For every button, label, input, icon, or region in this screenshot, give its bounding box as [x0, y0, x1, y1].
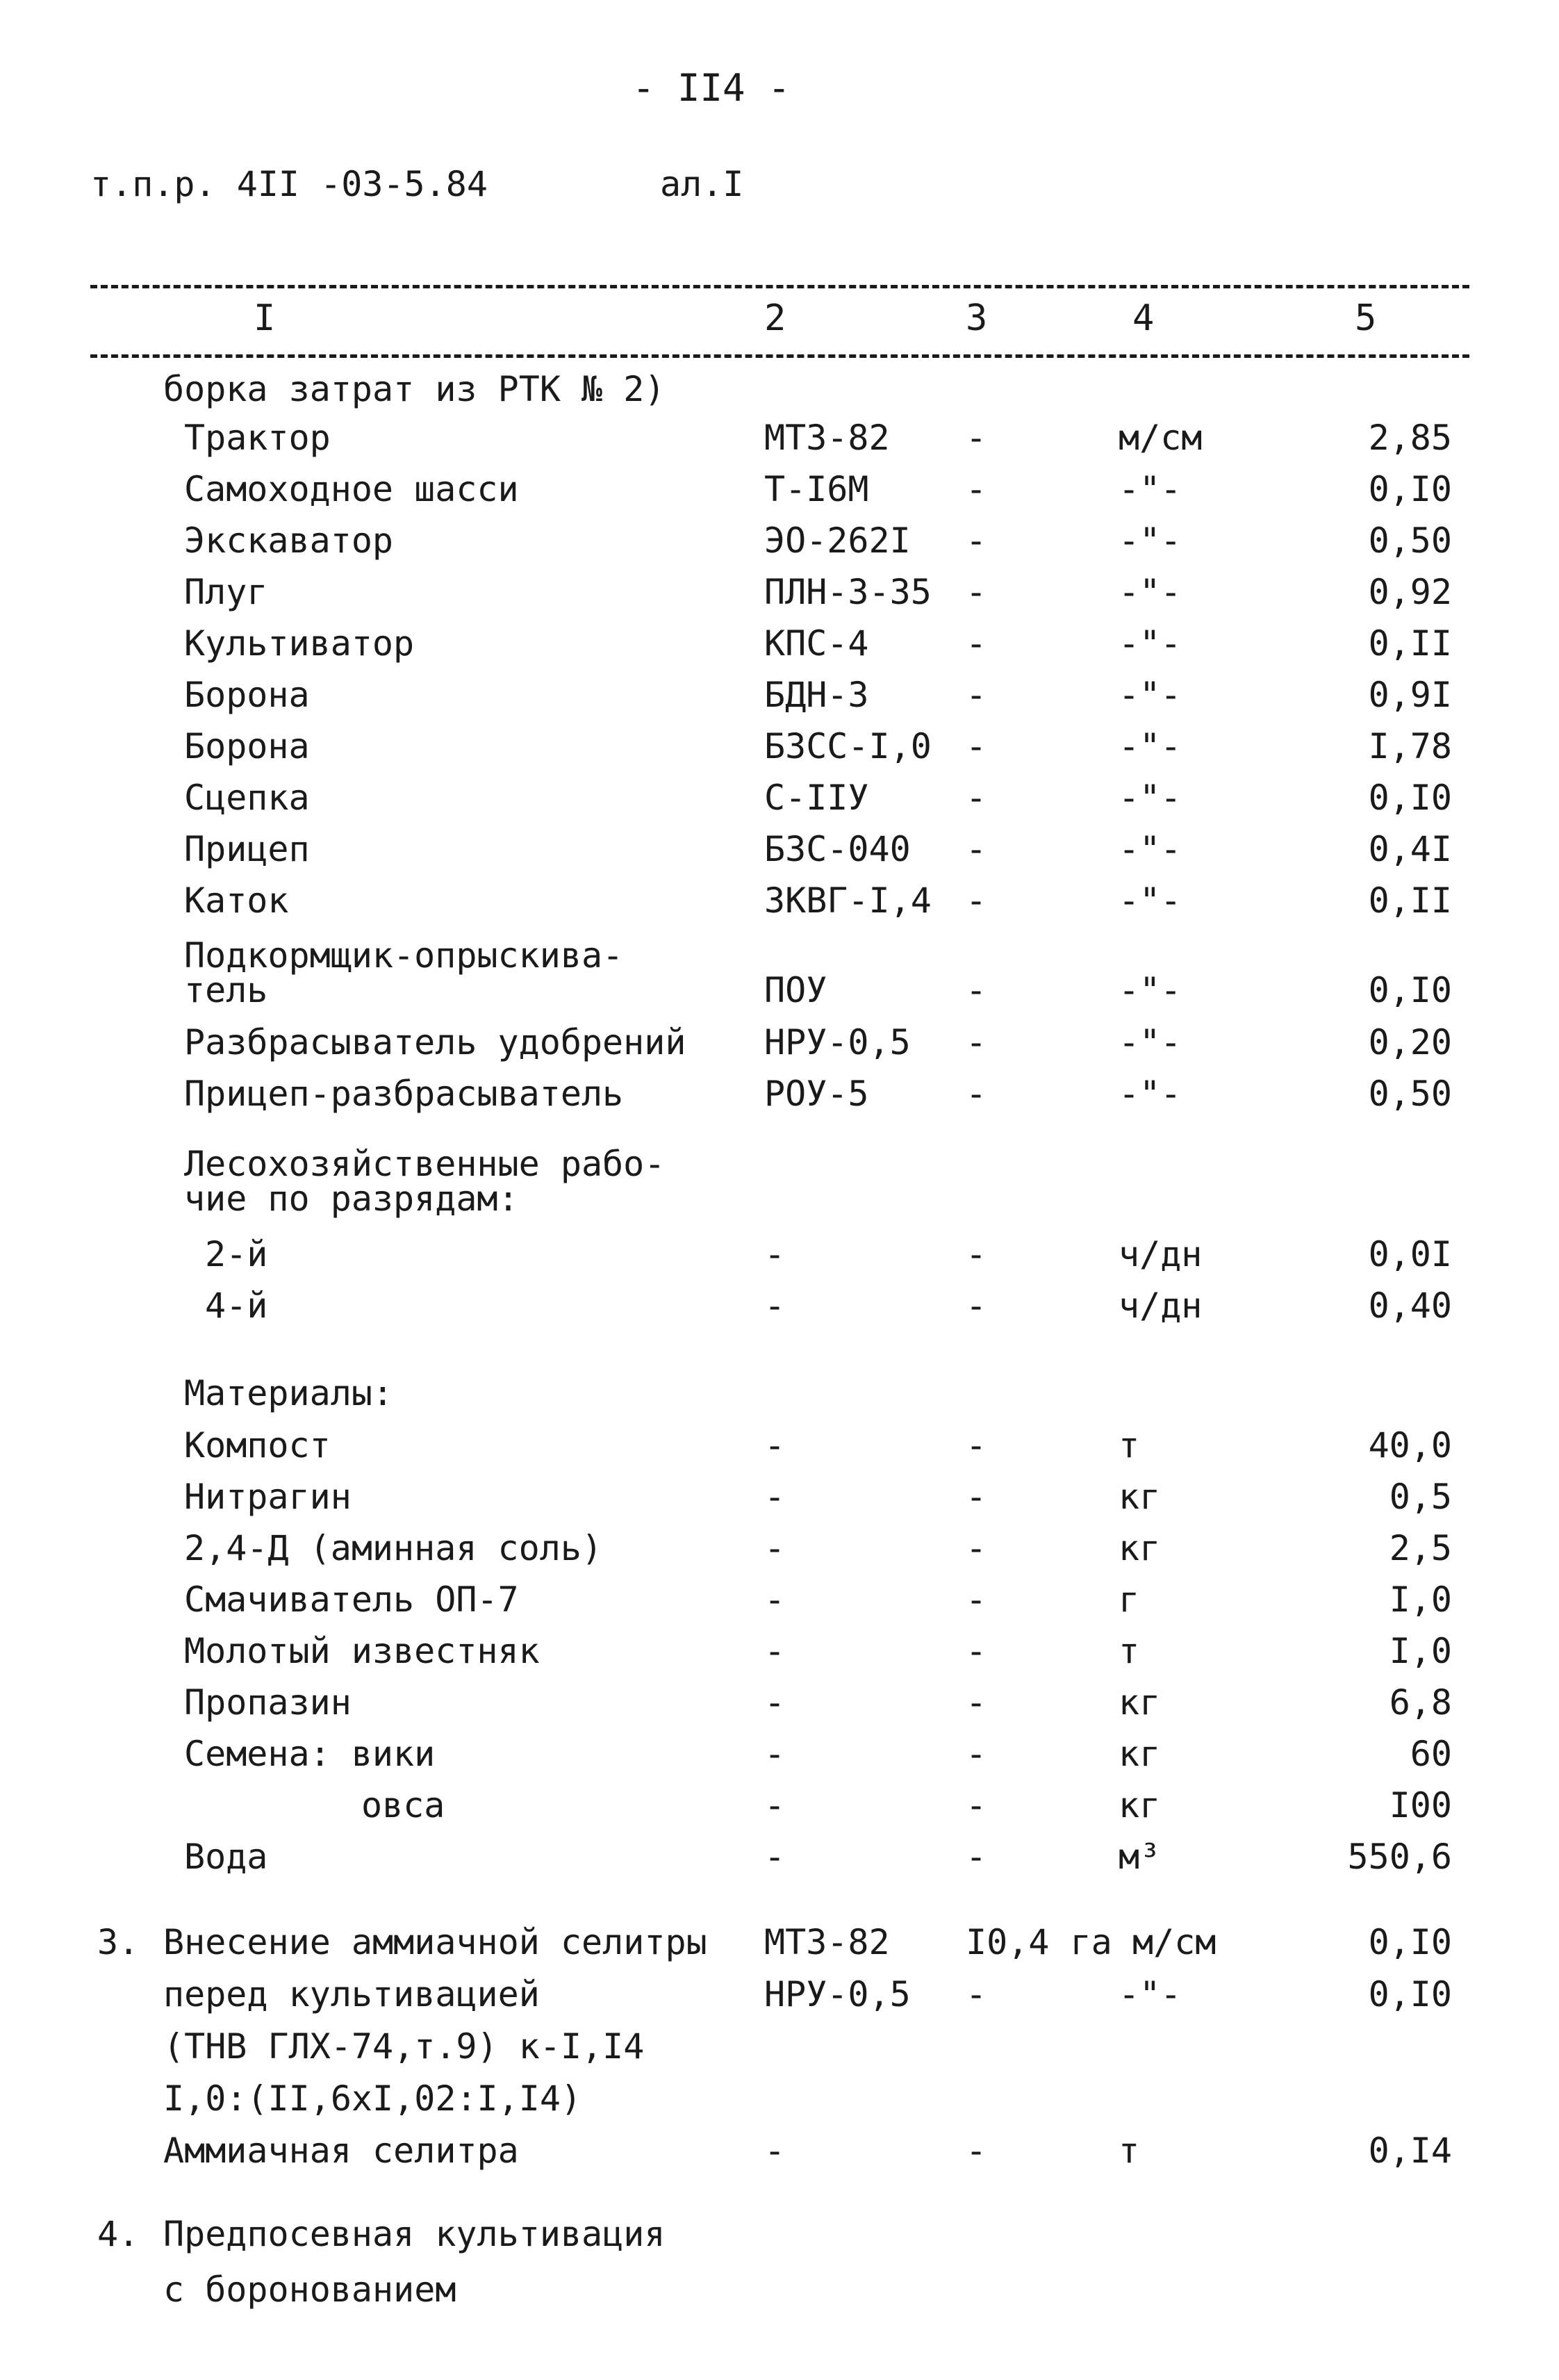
row-unit: кг [1119, 1477, 1161, 1517]
header-top-rule [90, 285, 1469, 288]
row-col3: - [966, 1425, 987, 1466]
row-unit: -"- [1119, 623, 1182, 664]
row-unit: кг [1119, 1682, 1161, 1723]
row-value: 0,I0 [1368, 1922, 1452, 1962]
row-name: 2,4-Д (аминная соль) [184, 1528, 603, 1568]
row-unit: -"- [1119, 520, 1182, 561]
row-name: Каток [184, 880, 289, 921]
row-unit: -"- [1119, 880, 1182, 921]
row-col3: - [966, 1631, 987, 1671]
row-unit: ч/дн [1119, 1234, 1203, 1274]
row-col3: - [966, 1785, 987, 1825]
row-brand: ЗКВГ-I,4 [764, 880, 932, 921]
col-header-1: I [254, 297, 276, 339]
row-unit: -"- [1119, 829, 1182, 869]
row-unit: т [1119, 2131, 1140, 2171]
row-unit: т [1119, 1425, 1140, 1466]
row-unit: -"- [1119, 1074, 1182, 1114]
row-col3: - [966, 1974, 987, 2014]
row-brand: КПС-4 [764, 623, 869, 664]
row-unit: -"- [1119, 1974, 1182, 2014]
row-col3: - [966, 1837, 987, 1877]
row-col3: - [966, 520, 987, 561]
row-name: Плуг [184, 572, 268, 612]
document-reference: т.п.р. 4II -03-5.84 [90, 164, 488, 204]
row-brand: Т-I6М [764, 469, 869, 509]
row-name: Борона [184, 726, 310, 766]
row-name: 4-й [205, 1286, 268, 1326]
row-name: Прицеп-разбрасыватель [184, 1074, 624, 1114]
row-value: 550,6 [1347, 1837, 1452, 1877]
row-unit: т [1119, 1631, 1140, 1671]
row-value: 0,II [1368, 880, 1452, 921]
row-brand: МТЗ-82 [764, 418, 890, 458]
row-brand: МТЗ-82 [764, 1922, 890, 1962]
row-brand: НРУ-0,5 [764, 1974, 911, 2014]
album-number: ал.I [660, 164, 744, 204]
row-col3: - [966, 829, 987, 869]
row-col3: - [966, 1734, 987, 1774]
row-name: Вода [184, 1837, 268, 1877]
row-name: Подкормщик-опрыскива- [184, 935, 624, 976]
row-unit: м/см [1119, 418, 1203, 458]
col-header-2: 2 [764, 297, 786, 339]
col-header-3: 3 [966, 297, 988, 339]
row-unit: -"- [1119, 970, 1182, 1010]
row-value: 0,I4 [1368, 2131, 1452, 2171]
row-brand: - [764, 2131, 786, 2171]
continuation-line: борка затрат из РТК № 2) [163, 369, 666, 409]
row-col3: - [966, 675, 987, 715]
row-name: Экскаватор [184, 520, 394, 561]
row-col3: - [966, 880, 987, 921]
row-value: 0,50 [1368, 1074, 1452, 1114]
row-value: 0,II [1368, 623, 1452, 664]
row-brand: - [764, 1837, 786, 1877]
norm-reference: (ТНВ ГЛХ-74,т.9) к-I,I4 [163, 2026, 645, 2067]
row-col3: - [966, 572, 987, 612]
col-header-4: 4 [1132, 297, 1155, 339]
row-name: Компост [184, 1425, 331, 1466]
row-name: Аммиачная селитра [163, 2131, 519, 2171]
row-brand: ЭО-262I [764, 520, 911, 561]
row-area: I0,4 га [966, 1922, 1112, 1962]
workers-heading-continued: чие по разрядам: [184, 1179, 519, 1219]
row-name: 2-й [205, 1234, 268, 1274]
row-unit: кг [1119, 1734, 1161, 1774]
row-name: Борона [184, 675, 310, 715]
row-value: 40,0 [1368, 1425, 1452, 1466]
row-brand: - [764, 1234, 786, 1274]
row-col3: - [966, 970, 987, 1010]
row-brand: - [764, 1477, 786, 1517]
row-unit: -"- [1119, 469, 1182, 509]
row-unit: кг [1119, 1528, 1161, 1568]
row-brand: - [764, 1528, 786, 1568]
row-name: овса [361, 1785, 445, 1825]
row-value: 0,9I [1368, 675, 1452, 715]
row-name: Семена: вики [184, 1734, 436, 1774]
row-col3: - [966, 778, 987, 818]
row-unit: м³ [1119, 1837, 1161, 1877]
item-title: Внесение аммиачной селитры [163, 1922, 707, 1962]
row-brand: РОУ-5 [764, 1074, 869, 1114]
row-value: 2,5 [1389, 1528, 1452, 1568]
row-name: Сцепка [184, 778, 310, 818]
row-name: Самоходное шасси [184, 469, 519, 509]
row-col3: - [966, 1579, 987, 1620]
row-col3: - [966, 623, 987, 664]
row-col3: - [966, 1234, 987, 1274]
row-col3: - [966, 1682, 987, 1723]
row-value: 0,50 [1368, 520, 1452, 561]
row-value: I,78 [1368, 726, 1452, 766]
row-value: I00 [1389, 1785, 1452, 1825]
row-unit: -"- [1119, 572, 1182, 612]
row-brand: - [764, 1682, 786, 1723]
row-value: 0,I0 [1368, 1974, 1452, 2014]
row-value: 0,0I [1368, 1234, 1452, 1274]
item-number: 4. [97, 2214, 140, 2254]
row-col3: - [966, 1477, 987, 1517]
row-unit: м/см [1132, 1922, 1216, 1962]
row-col3: - [966, 418, 987, 458]
row-unit: ч/дн [1119, 1286, 1203, 1326]
col-header-5: 5 [1355, 297, 1377, 339]
row-name-continued: тель [184, 970, 268, 1010]
row-unit: -"- [1119, 1022, 1182, 1062]
row-name: Пропазин [184, 1682, 352, 1723]
row-value: 0,I0 [1368, 778, 1452, 818]
header-bottom-rule [90, 354, 1469, 358]
row-brand: - [764, 1785, 786, 1825]
row-name: Смачиватель ОП-7 [184, 1579, 519, 1620]
row-brand: - [764, 1579, 786, 1620]
row-value: 0,40 [1368, 1286, 1452, 1326]
row-value: 2,85 [1368, 418, 1452, 458]
row-name: Прицеп [184, 829, 310, 869]
row-name: Молотый известняк [184, 1631, 540, 1671]
row-unit: г [1119, 1579, 1140, 1620]
row-unit: -"- [1119, 675, 1182, 715]
row-brand: БЗСС-I,0 [764, 726, 932, 766]
row-brand: - [764, 1425, 786, 1466]
row-brand: - [764, 1286, 786, 1326]
row-value: I,0 [1389, 1631, 1452, 1671]
row-brand: С-IIУ [764, 778, 869, 818]
item-title: Предпосевная культивация [163, 2214, 666, 2254]
norm-formula: I,0:(II,6xI,02:I,I4) [163, 2078, 582, 2119]
row-brand: - [764, 1734, 786, 1774]
row-value: 0,92 [1368, 572, 1452, 612]
row-name: Разбрасыватель удобрений [184, 1022, 686, 1062]
row-brand: ПОУ [764, 970, 827, 1010]
row-col3: - [966, 1022, 987, 1062]
row-brand: НРУ-0,5 [764, 1022, 911, 1062]
row-brand: БДН-3 [764, 675, 869, 715]
item-number: 3. [97, 1922, 140, 1962]
row-value: I,0 [1389, 1579, 1452, 1620]
row-name: Нитрагин [184, 1477, 352, 1517]
row-value: 60 [1410, 1734, 1452, 1774]
row-value: 0,I0 [1368, 469, 1452, 509]
row-col3: - [966, 726, 987, 766]
row-col3: - [966, 2131, 987, 2171]
row-name: Трактор [184, 418, 331, 458]
row-value: 6,8 [1389, 1682, 1452, 1723]
row-brand: БЗС-040 [764, 829, 911, 869]
row-unit: -"- [1119, 726, 1182, 766]
row-value: 0,4I [1368, 829, 1452, 869]
item-title-continued: с боронованием [163, 2270, 456, 2310]
row-brand: - [764, 1631, 786, 1671]
row-col3: - [966, 469, 987, 509]
row-unit: -"- [1119, 778, 1182, 818]
page-number: - II4 - [632, 66, 791, 110]
workers-heading: Лесохозяйственные рабо- [184, 1144, 666, 1184]
row-brand: ПЛН-3-35 [764, 572, 932, 612]
materials-heading: Материалы: [184, 1373, 394, 1413]
row-value: 0,20 [1368, 1022, 1452, 1062]
item-title-continued: перед культивацией [163, 1974, 540, 2014]
row-unit: кг [1119, 1785, 1161, 1825]
row-name: Культиватор [184, 623, 415, 664]
row-value: 0,I0 [1368, 970, 1452, 1010]
row-col3: - [966, 1528, 987, 1568]
row-value: 0,5 [1389, 1477, 1452, 1517]
row-col3: - [966, 1074, 987, 1114]
row-col3: - [966, 1286, 987, 1326]
